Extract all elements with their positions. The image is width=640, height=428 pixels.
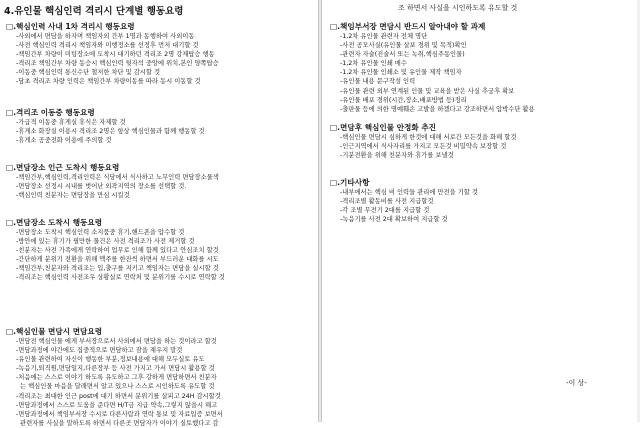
continuation-line: 조 하면서 사실을 시인하도록 유도할 것 [398,4,518,12]
list-item: -격리조는 최대한 인근 post에 대기 하면서 분위기를 살피고 24H 감시할것 [16,392,221,400]
list-item: -사전 공모사실(유인물 살포 경위 및 목적)확인 [340,42,467,50]
list-item: -처음에는 스스로 이야기 하도록 유도하고 그후 강하게 면담하면서 친분자 [16,374,217,382]
section-right-0 [330,22,630,114]
list-item: -관련자 자술(진술서 또는 녹취,핵심주동인물) [340,51,465,59]
list-item: -유인물 관련하여 자신이 행동한 부분,정보내용에 대해 모두실토 유도 [16,356,205,364]
section-left-3 [6,218,312,283]
section-heading: □.핵심인력 사내 1차 격리시 행동요령 [6,22,135,31]
list-item: -격리조는 핵심인력 사전조우 상황실로 연락처 및 분위기를 수시로 연락할 것 [16,274,225,282]
list-item: -친분자는 사전 가족에게 연락하여 업무로 인해 함께 있다고 안심조치 할것 [16,247,219,255]
list-item: -책임간부,핵심인력,격리인력은 식당에서 식사하고 노무인력 면담장소물색 [16,174,219,181]
list-item: -1,2차 유인물 인쇄 매수 [340,60,407,68]
list-item: -담초 격리조 차량 인력은 책임간부 차량이동를 따라 동시 이동할 것 [16,78,201,86]
section-left-0 [6,22,312,87]
section-heading: □.면담장소 인근 도착시 행동요령 [6,163,120,172]
list-item: -각 조별 무전기 2대를 지급할 것 [340,207,430,215]
list-item: -녹음기,퇴직원,면담일지,다른장부 등 사전 가지고 가서 면담시 활용할 것 [16,365,215,373]
list-item: -면담전 핵심인물 에게 부서장으로서 사외에서 면담을 하는 것이라고 할것 [16,338,217,345]
end-mark: -이 상- [566,379,587,387]
list-item: -격리조 책임간부 차량 동승시 핵심인력 뒷자석 중앙에 위치,본인 양쪽탑승 [16,60,219,68]
list-item: -사외에서 면담을 하자며 책임자외 간부 1명과 동행하여 사외이동 [16,33,195,40]
list-item: -가급적 이동중 휴게실 휴식은 자제할 것 [16,119,126,126]
list-item: -격리조별 활동비를 사전 지급할것 [340,198,434,206]
list-item: -녹음기를 사전 2대 확보하여 지급할 것 [340,216,448,224]
section-left-1 [6,108,312,145]
left-document-page [0,0,318,427]
list-item: -이동중 핵심인력 통신수단 철저한 차단 및 감시할 것 [16,69,161,77]
section-left-2 [6,163,312,200]
list-item: -책임간부,친분자와 격리조는 입,출구를 지키고 책임자는 면담을 실시할 것 [16,265,219,273]
list-item: -1,2차 유인물 관련자 전체 명단 [340,33,428,40]
list-item: -방안에 있는 휴기가 필만한 물건은 사전 격리조가 사전 제거할 것 [16,238,195,246]
right-document-page [322,0,640,422]
list-item: -핵심인력 친분자는 면담장을 만심 시킬것 [16,192,130,200]
section-left-4 [6,327,312,428]
list-item: -휴게소 공중전화 이용에 주의할 것 [16,137,112,145]
list-item: -내부에서는 핵심 비 인력들 관리에 만전을 기할 것 [340,189,478,196]
list-item: -휴게소 화장실 이용시 격리조 2명은 항상 핵심인물과 함께 행동할 것 [16,128,205,136]
document-title: 4.유인물 핵심인력 격리시 단계별 행동요령 [4,6,184,17]
list-item: -면담과정에서 책임부서장 수시로 다른사람과 연락 통보 및 자료입증 보면서 [16,410,223,418]
section-heading: □.면담후 핵심인물 안정화 추진 [330,123,437,132]
section-heading: □.격리조 이동중 행동요령 [6,108,95,117]
list-item: -출판물 등에 의한 명예훼손 고발을 하겠다고 강조하면서 압박수단 활용 [340,105,535,113]
list-item: -1,2차 유인물 인쇄소 및 유인물 제작 책임자 [340,69,462,77]
list-item: -유인물 내용 문구작성 인력 [340,78,416,86]
list-item: -면담과정에서 스스로 도움을 준다면 H/T금 지급 약속,그렇지 않을시 해고 [16,401,218,409]
list-item: -기분전환을 위해 친분자와 휴가를 보낼것 [340,152,454,160]
section-heading: □.핵심인물 면담시 면담요령 [6,327,103,336]
list-item: -유인물 관련 외부 연계된 인물 및 교육을 받은 사실 추궁후 확보 [340,87,515,95]
list-item: -책임간부 차량이 미팅장소에 도착시 대기하던 격리조 2명 강제탑승 행동 [16,51,215,59]
list-item: -면담장소 도착시 핵심인력 소지품중 휴기,핸드폰을 압수할 것 [16,229,185,236]
section-right-2 [330,178,630,224]
list-item: -사전 핵심인력 격리시 책임자와 미행정소를 선정후 먼저 대기할 것 [16,42,199,50]
list-item: -면담장소 선정시 시내를 벗어난 외곽지역의 장소를 선택할 것. [16,183,187,191]
list-item: 관련자를 사실을 말하도록 하면서 다른곳 면담자가 이야기 실토했다고 감 [20,419,219,427]
list-item: -인근지역에서 식사자리를 가지고 모든것 비밀약속 보장할 것 [340,143,507,151]
list-item: -면담과정에 야간에도 집중적으로 면담하고 잠을 재우지 말것 [16,347,183,355]
section-heading: □.책임부서장 면담시 반드시 알아내야 할 과제 [330,22,486,31]
list-item: 는 핵심인물 마음을 달래면서 알고 있으나 스스로 시인하도록 유도할 것 [20,383,215,391]
list-item: -핵심인물 면담시 심하게 한것에 대해 서로간 모든것을 화해 할것 [340,134,517,141]
section-heading: □.기타사항 [330,178,370,187]
section-heading: □.면담장소 도착시 행동요령 [6,218,103,227]
list-item: -유인물 배포 경위(시간,장소,배포방법 등)정리 [340,96,467,104]
section-right-1 [330,123,630,160]
list-item: -간단하게 분위기 전환을 위해 맥주를 한잔씩 하면서 부드러운 대화를 시도 [16,256,219,264]
